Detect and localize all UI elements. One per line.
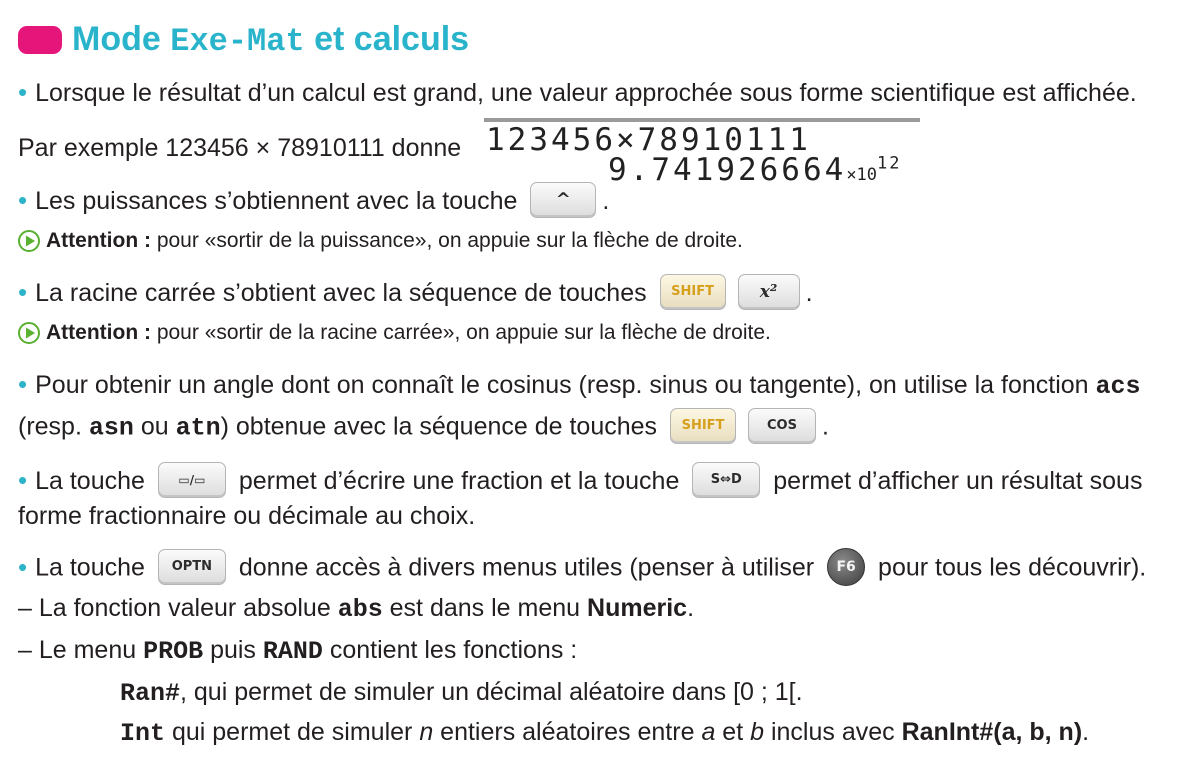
bullet-icon: • [18,185,28,215]
code-atn: atn [175,413,221,443]
code-prob: PROB [143,637,204,666]
bullet-icon: • [18,277,28,307]
paragraph-abs: – La fonction valeur absolue abs est dans le menu Numeric. [18,594,695,624]
f6-key: F6 [827,548,865,586]
paragraph-prob: – Le menu PROB puis RAND contient les fonctions : [18,636,578,666]
paragraph-example: Par exemple 123456 × 78910111 donne [18,134,462,162]
bullet-icon: • [18,369,28,399]
play-arrow-icon [18,322,40,344]
bullet-icon: • [18,465,28,495]
bullet-icon: • [18,77,28,107]
power-key: ^ [530,182,596,218]
paragraph-scientific: • Lorsque le résultat d’un calcul est grand, une valeur approchée sous forme scientifique est affichée. [18,77,1137,107]
code-abs: abs [337,595,383,624]
section-title [18,18,469,62]
title-text: Mode Exe-Mat et calculs [72,20,470,60]
code-int: Int [120,719,166,748]
paragraph-powers: • Les puissances s’obtiennent avec la touche ^ . [18,184,609,220]
paragraph-ran: Ran#, qui permet de simuler un décimal aléatoire dans [0 ; 1[. [120,678,803,708]
code-acs: acs [1095,372,1141,401]
calculator-screen [484,118,920,186]
title-code: Exe-Mat [170,23,305,60]
code-ran: Ran# [120,679,181,708]
paragraph-optn: • La touche OPTN donne accès à divers menus utiles (penser à utiliser F6 pour tous les découvrir). [18,550,1146,588]
paragraph-fraction-line2: forme fractionnaire ou décimale au choix. [18,502,476,530]
menu-numeric: Numeric [587,594,688,622]
cos-key: COS [748,408,816,444]
x-squared-key: x² [738,274,800,310]
paragraph-fraction: • La touche ▭/▭ permet d’écrire une fraction et la touche S⇔D permet d’afficher un résultat sous [18,464,1142,500]
attention-power: Attention : pour «sortir de la puissance», on appuie sur la flèche de droite. [18,226,743,256]
paragraph-angle-line2: (resp. asn ou atn) obtenue avec la séquence de touches SHIFT COS . [18,410,829,446]
play-arrow-icon [18,230,40,252]
paragraph-angle: • Pour obtenir un angle dont on connaît le cosinus (resp. sinus ou tangente), on utilise la fonction acs [18,369,1141,401]
shift-key: SHIFT [670,408,736,444]
attention-sqrt: Attention : pour «sortir de la racine carrée», on appuie sur la flèche de droite. [18,318,771,348]
shift-key: SHIFT [660,274,726,310]
code-asn: asn [88,413,134,443]
bullet-icon: • [18,551,28,582]
paragraph-sqrt: • La racine carrée s’obtient avec la séquence de touches SHIFT x² . [18,276,813,312]
optn-key: OPTN [158,549,226,585]
paragraph-int: Int qui permet de simuler n entiers aléatoires entre a et b inclus avec RanInt#(a, b, n). [120,718,1090,748]
screen-line-1: 123456×78910111 [486,122,811,158]
code-rand: RAND [262,637,323,666]
fraction-key: ▭/▭ [158,462,226,498]
ranint-function: RanInt#(a, b, n) [901,718,1083,746]
title-marker [18,26,62,54]
s-d-key: S⇔D [692,462,760,498]
screen-line-2: $9.741926664\times 10^{12}$ [608,152,902,188]
